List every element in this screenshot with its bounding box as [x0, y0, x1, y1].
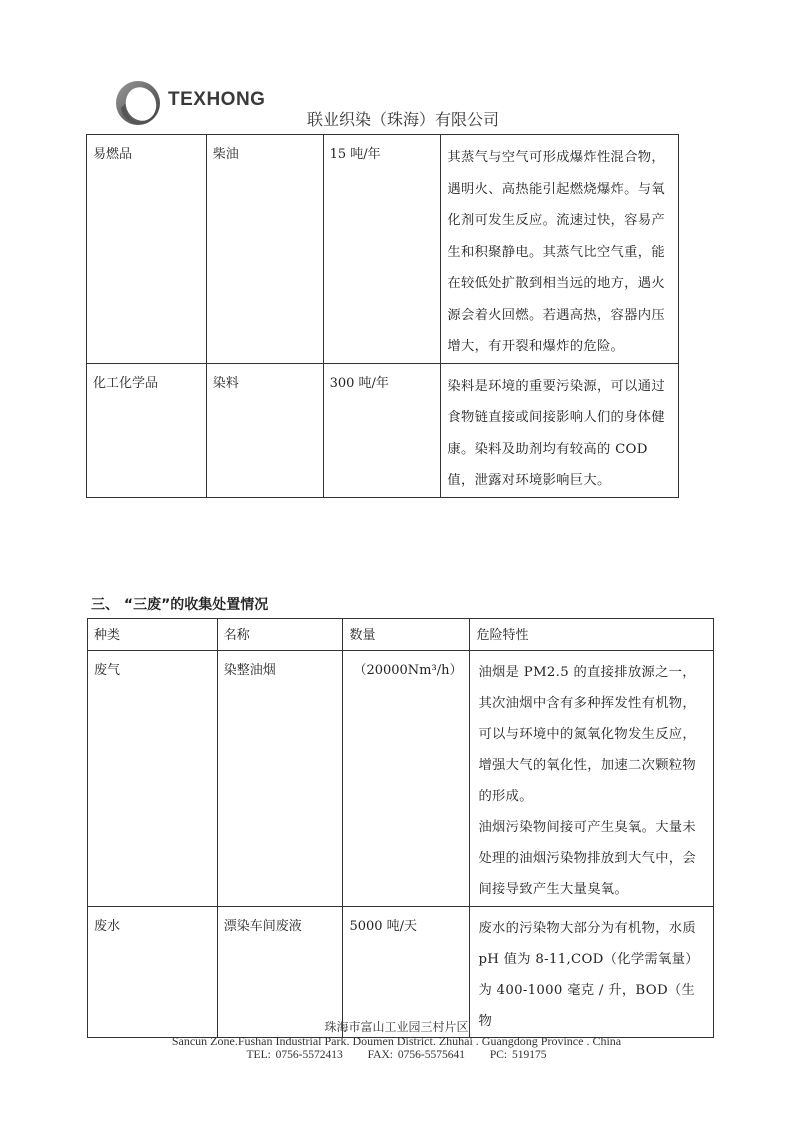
waste-table	[87, 618, 714, 1038]
description-cell: 废水的污染物大部分为有机物，水质 pH 值为 8-11,COD（化学需氧量）为 400-1000 毫克 / 升，BOD（生物	[478, 921, 699, 1029]
texhong-logo-icon	[113, 78, 163, 128]
footer-pc: PC: 519175	[489, 1049, 547, 1061]
materials-table	[86, 134, 679, 498]
table-row	[87, 135, 679, 364]
section-title: 三、 “三废”的收集处置情况	[91, 597, 269, 613]
header-hazard: 危险特性	[476, 628, 529, 643]
header-name: 名称	[223, 628, 250, 643]
quantity-cell: 300 吨/年	[329, 375, 389, 391]
category-cell: 废气	[94, 663, 121, 678]
table-row	[87, 363, 679, 497]
footer-tel: TEL: 0756-5572413	[246, 1049, 343, 1061]
description-cell: 油烟是 PM2.5 的直接排放源之一，其次油烟中含有多种挥发性有机物，可以与环境中的氮氧化物发生反应，增强大气的氧化性，加速二次颗粒物的形成。	[478, 665, 696, 804]
company-name: 联业织染（珠海）有限公司	[307, 110, 500, 129]
logo-text: TEXHONG	[168, 89, 266, 110]
footer-address-cn: 珠海市富山工业园三村片区	[324, 1020, 469, 1034]
header-category: 种类	[94, 628, 121, 643]
footer-contacts	[0, 1049, 793, 1061]
description-cell: 染料是环境的重要污染源，可以通过食物链直接或间接影响人们的身体健康。染料及助剂均有较高的 COD 值，泄露对环境影响巨大。	[447, 378, 665, 488]
quantity-cell: （20000Nm³/h）	[353, 663, 463, 678]
table-row	[88, 651, 714, 907]
name-cell: 柴油	[212, 147, 239, 162]
name-cell: 染整油烟	[223, 663, 276, 678]
category-cell: 废水	[94, 919, 121, 934]
name-cell: 染料	[212, 375, 239, 391]
quantity-cell: 15 吨/年	[329, 147, 381, 162]
category-cell: 易燃品	[93, 147, 133, 162]
header-quantity: 数量	[349, 628, 376, 643]
footer-fax: FAX: 0756-5575641	[367, 1049, 465, 1061]
quantity-cell: 5000 吨/天	[349, 919, 418, 934]
table-header-row	[88, 619, 714, 651]
footer-address-en: Sancun Zone.Fushan Industrial Park. Doumen District. Zhuhai . Guangdong Province . China	[171, 1034, 622, 1048]
description-cell-2: 油烟污染物间接可产生臭氧。大量未处理的油烟污染物排放到大气中，会间接导致产生大量臭氧。	[478, 820, 696, 897]
description-cell: 其蒸气与空气可形成爆炸性混合物，遇明火、高热能引起燃烧爆炸。与氧化剂可发生反应。流速过快，容易产生和积聚静电。其蒸气比空气重，能在较低处扩散到相当远的地方，遇火源会着火回燃。若遇高热，容器内压增大，有开裂和爆炸的危险。	[447, 150, 665, 354]
category-cell: 化工化学品	[93, 375, 159, 391]
name-cell: 漂染车间废液	[223, 919, 302, 934]
